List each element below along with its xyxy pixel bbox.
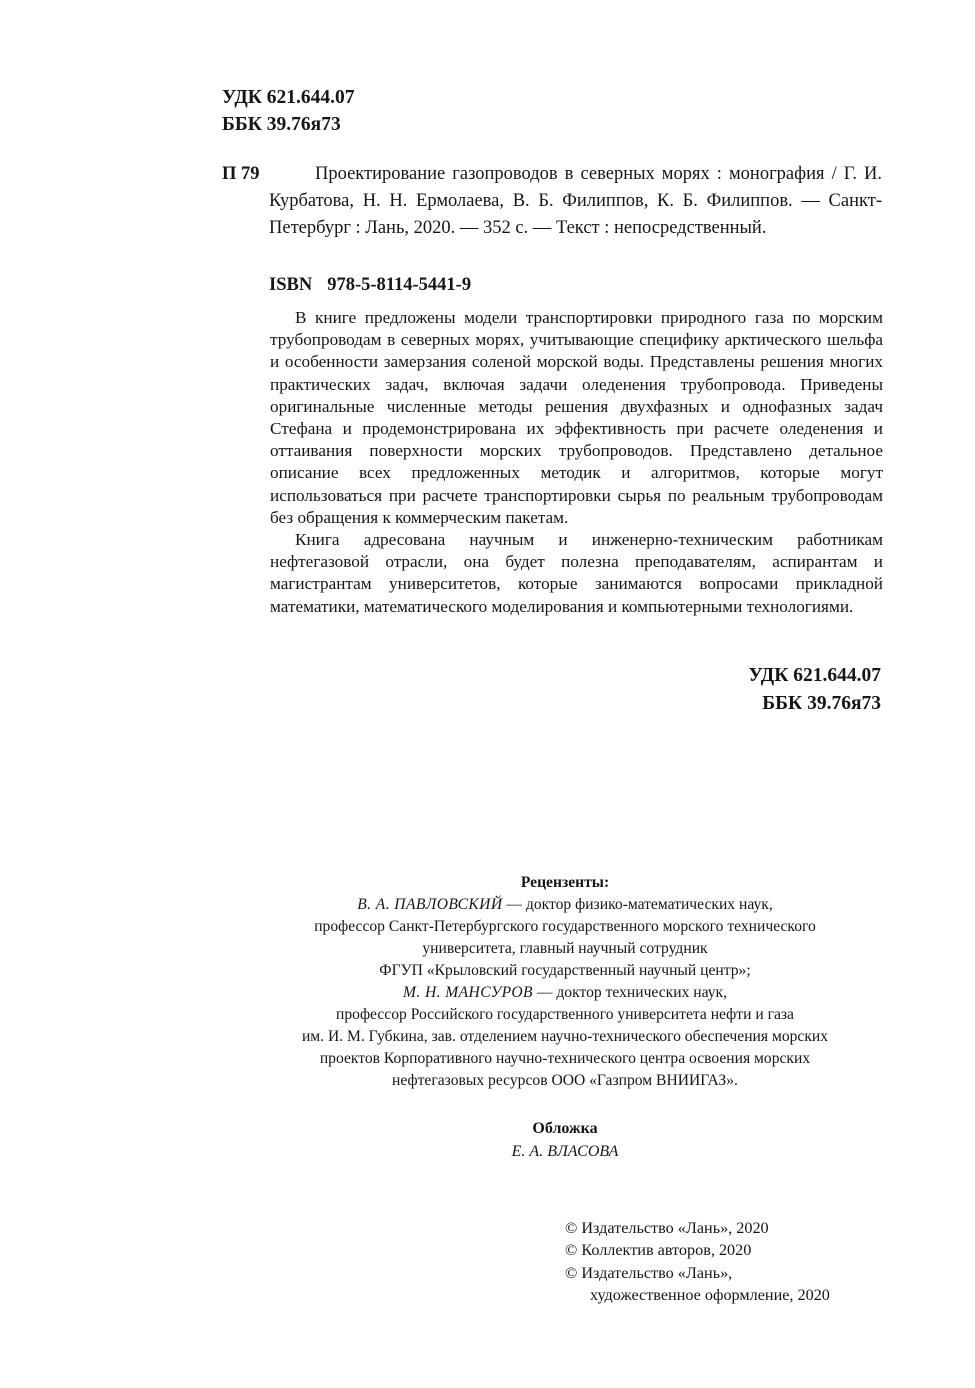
reviewer-2-line-2: профессор Российского государственного университета нефти и газа (336, 1006, 794, 1023)
copyright-section (565, 1217, 830, 1307)
reviewer-1-line-4: ФГУП «Крыловский государственный научный центр»; (379, 962, 751, 979)
reviewers-heading: Рецензенты: (520, 874, 610, 891)
reviewer-2-name: М. Н. МАНСУРОВ (402, 984, 533, 1001)
reviewer-1-line-3: университета, главный научный сотрудник (422, 940, 708, 957)
reviewer-2-degree: — доктор технических наук, (532, 984, 728, 1001)
reviewer-1-line-1 (155, 894, 975, 916)
bibliographic-entry (222, 161, 882, 242)
annotation-paragraph-2: Книга адресована научным и инженерно-техническим работникам нефтегазовой отрасли, она будет полезна преподавателям, аспирантам и магистрантам университетов, которые занимаются вопросами прикладной математики, математического моделирования и компьютерными технологиями. (270, 530, 883, 616)
cover-credit-heading: Обложка (532, 1120, 598, 1137)
reviewer-1-line-2: профессор Санкт-Петербургского государственного морского технического (314, 918, 816, 935)
copyright-line-3: © Издательство «Лань», (565, 1263, 733, 1282)
bbk-code-bottom: ББК 39.76я73 (762, 693, 881, 714)
bbk-code-top: ББК 39.76я73 (222, 114, 341, 135)
reviewer-1-name: В. А. ПАВЛОВСКИЙ (357, 896, 503, 913)
reviewer-2-line-1 (155, 982, 975, 1004)
cover-credit-section (155, 1117, 975, 1163)
isbn-number: 978-5-8114-5441-9 (327, 275, 472, 295)
copyright-line-2: © Коллектив авторов, 2020 (565, 1241, 752, 1260)
bibliographic-description: Проектирование газопроводов в северных морях : монография / Г. И. Курбатова, Н. Н. Ермолаева, В. Б. Филиппов, К. Б. Филиппов. — Санкт-Петербург : Лань, 2020. — 352 с. — Текст : непосредственный. (269, 164, 882, 238)
reviewer-2-line-5: нефтегазовых ресурсов ООО «Газпром ВНИИГАЗ». (392, 1072, 738, 1089)
reviewer-2-line-3: им. И. М. Губкина, зав. отделением научно-технического обеспечения морских (301, 1028, 829, 1045)
reviewers-section (155, 872, 975, 1092)
catalog-code: П 79 (222, 164, 260, 184)
udk-code-top: УДК 621.644.07 (222, 87, 355, 108)
isbn-line (269, 275, 471, 296)
classification-codes-top (222, 84, 355, 138)
reviewer-2-line-4: проектов Корпоративного научно-технического центра освоения морских (319, 1050, 811, 1067)
copyright-line-1: © Издательство «Лань», 2020 (565, 1219, 769, 1237)
udk-code-bottom: УДК 621.644.07 (748, 665, 881, 686)
annotation-paragraph-1: В книге предложены модели транспортировки природного газа по морским трубопроводам в северных морях, учитывающие специфику арктического шельфа и особенности замерзания соленой морской воды. Представлены решения многих практических задач, включая задачи оледенения трубопровода. Приведены оригинальные численные методы решения двухфазных и однофазных задач Стефана и продемонстрирована их эффективность при расчете оледенения и оттаивания поверхности морских трубопроводов. Представлено детальное описание всех предложенных методик и алгоритмов, которые могут использоваться при расчете транспортировки сырья по реальным трубопроводам без обращения к коммерческим пакетам. (270, 308, 883, 527)
reviewer-1-degree: — доктор физико-математических наук, (502, 896, 773, 913)
copyright-line-4: художественное оформление, 2020 (590, 1286, 830, 1305)
annotation-block (270, 307, 883, 618)
classification-codes-bottom (748, 662, 881, 718)
isbn-label: ISBN (269, 275, 313, 295)
cover-designer-name: Е. А. ВЛАСОВА (511, 1143, 619, 1160)
